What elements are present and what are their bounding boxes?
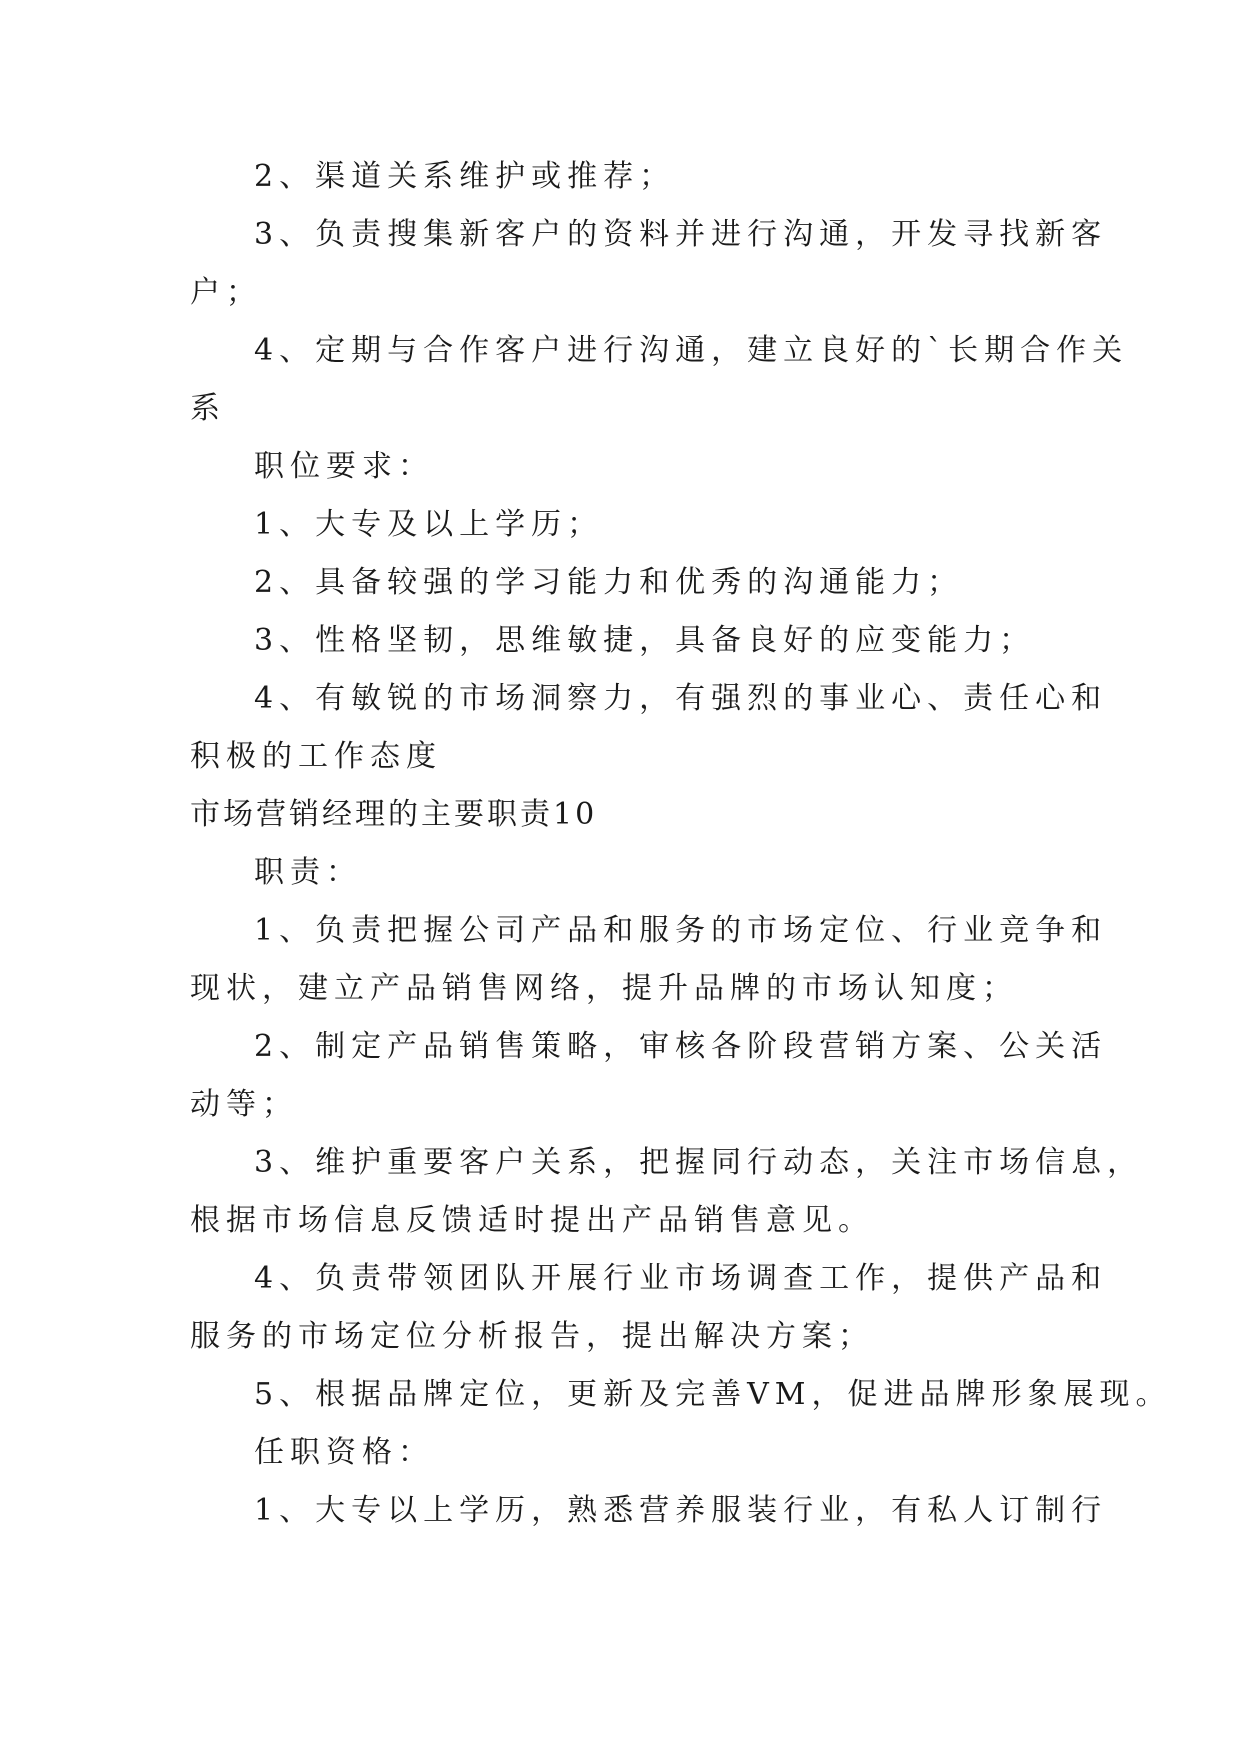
text-line: 3、性格坚韧，思维敏捷，具备良好的应变能力；	[254, 623, 1036, 658]
text-line: 1、大专以上学历，熟悉营养服装行业，有私人订制行	[254, 1493, 1108, 1528]
document-body	[190, 148, 1172, 1540]
text-line: 4、有敏锐的市场洞察力，有强烈的事业心、责任心和	[254, 681, 1108, 716]
text-line: 5、根据品牌定位，更新及完善VM，促进品牌形象展现。	[254, 1377, 1172, 1412]
text-line: 根据市场信息反馈适时提出产品销售意见。	[190, 1203, 874, 1238]
text-line: 1、负责把握公司产品和服务的市场定位、行业竞争和	[254, 913, 1108, 948]
text-line: 动等；	[190, 1087, 298, 1122]
section-heading: 市场营销经理的主要职责10	[190, 797, 598, 832]
text-line: 现状，建立产品销售网络，提升品牌的市场认知度；	[190, 971, 1018, 1006]
text-line: 2、具备较强的学习能力和优秀的沟通能力；	[254, 565, 964, 600]
text-line: 2、制定产品销售策略，审核各阶段营销方案、公关活	[254, 1029, 1108, 1064]
text-line: 职位要求：	[254, 449, 434, 484]
text-line: 职责：	[254, 855, 362, 890]
text-line: 3、维护重要客户关系，把握同行动态，关注市场信息，	[254, 1145, 1144, 1180]
text-line: 系	[190, 391, 226, 426]
text-line: 积极的工作态度	[190, 739, 442, 774]
text-line: 服务的市场定位分析报告，提出解决方案；	[190, 1319, 874, 1354]
text-line: 4、负责带领团队开展行业市场调查工作，提供产品和	[254, 1261, 1108, 1296]
text-line: 3、负责搜集新客户的资料并进行沟通，开发寻找新客	[254, 217, 1108, 252]
text-line: 2、渠道关系维护或推荐；	[254, 159, 676, 194]
text-line: 户；	[190, 275, 262, 310]
text-line: 任职资格：	[254, 1435, 434, 1470]
text-line: 1、大专及以上学历；	[254, 507, 604, 542]
text-line: 4、定期与合作客户进行沟通，建立良好的`长期合作关	[254, 333, 1129, 368]
